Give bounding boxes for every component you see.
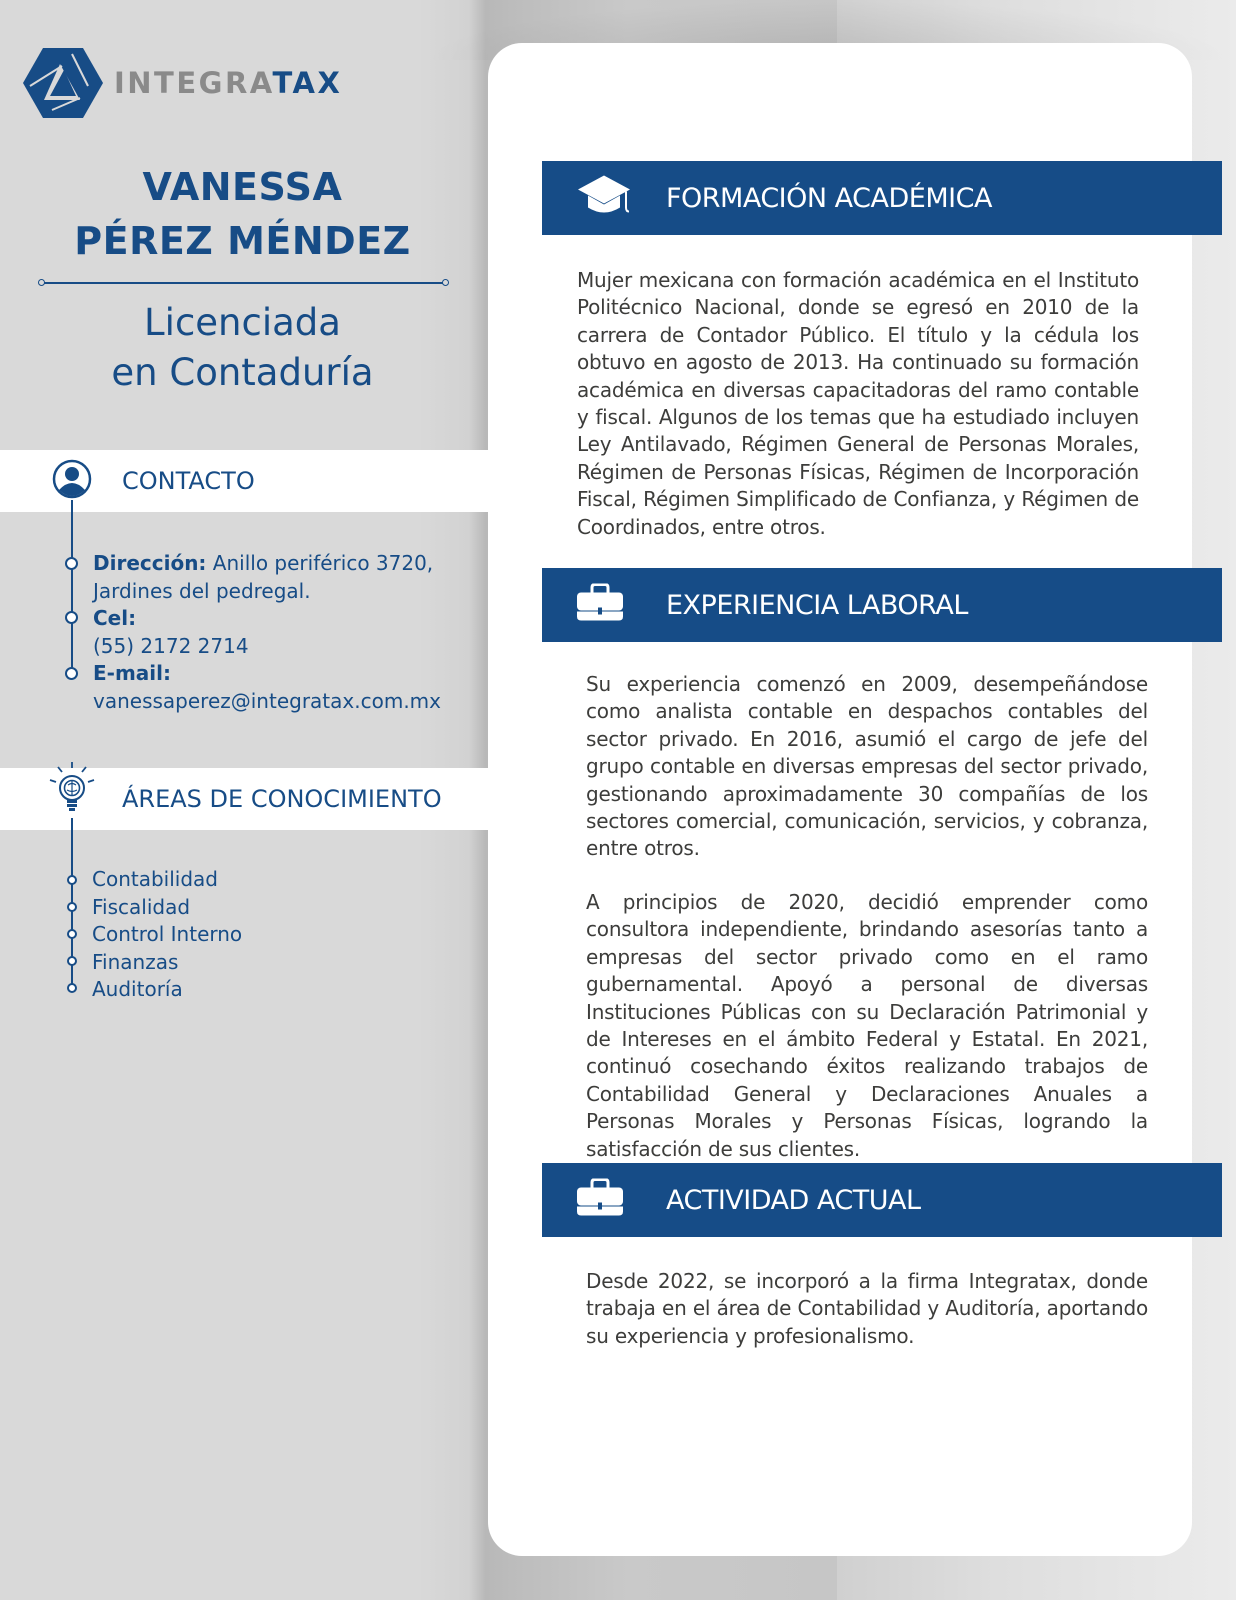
education-header xyxy=(542,161,1222,235)
timeline-dot xyxy=(67,902,77,912)
contact-header xyxy=(0,450,488,512)
email-value[interactable]: vanessaperez@integratax.com.mx xyxy=(93,688,441,713)
brand-name-part2: TAX xyxy=(272,66,343,100)
timeline-dot xyxy=(65,557,78,570)
graduation-cap-icon xyxy=(576,174,632,223)
education-title: FORMACIÓN ACADÉMICA xyxy=(666,182,992,214)
current-activity-text: Desde 2022, se incorporó a la firma Integratax, donde trabaja en el área de Contabilidad y Auditoría, aportando su experiencia y profesionalismo. xyxy=(586,1269,1148,1348)
timeline-dot xyxy=(65,667,78,680)
current-activity-title: ACTIVIDAD ACTUAL xyxy=(666,1184,921,1216)
contact-address xyxy=(93,550,441,578)
brand-name xyxy=(114,66,342,100)
profession xyxy=(40,298,445,398)
contact-title: CONTACTO xyxy=(122,467,255,495)
area-item: Auditoría xyxy=(92,977,183,1001)
hexagon-aperture-logo-icon xyxy=(22,46,104,120)
timeline-dot xyxy=(67,875,77,885)
phone-value: (55) 2172 2714 xyxy=(93,633,249,658)
contact-timeline xyxy=(71,500,73,675)
brand-name-part1: INTEGRA xyxy=(114,66,273,100)
experience-header xyxy=(542,568,1222,642)
lightbulb-brain-icon xyxy=(48,760,96,823)
area-item: Fiscalidad xyxy=(92,894,191,919)
briefcase-icon xyxy=(576,1179,624,1222)
area-item: Contabilidad xyxy=(92,867,218,891)
profession-line1: Licenciada xyxy=(144,301,341,344)
area-item: Control Interno xyxy=(92,922,243,946)
person-name xyxy=(40,160,445,268)
experience-title: EXPERIENCIA LABORAL xyxy=(666,589,968,621)
areas-title: ÁREAS DE CONOCIMIENTO xyxy=(122,785,442,813)
address-value-line1: Anillo periférico 3720, xyxy=(212,551,434,575)
address-label: Dirección: xyxy=(93,551,207,575)
address-value-line2: Jardines del pedregal. xyxy=(93,578,311,603)
areas-list xyxy=(92,866,242,1004)
contact-list xyxy=(93,550,441,715)
timeline-dot xyxy=(65,611,78,624)
phone-label: Cel: xyxy=(93,606,137,630)
timeline-dot xyxy=(67,929,77,939)
areas-header xyxy=(0,768,488,830)
first-name: VANESSA xyxy=(142,165,343,209)
experience-text-2: A principios de 2020, decidió emprender como consultora independiente, brindando asesorías tanto a empresas del sector privado como en el ramo gubernamental. Apoyó a personal de diversas Instituciones Públicas con su Declaración Patrimonial y de Intereses en el ámbito Federal y Estatal. En 2021, continuó cosechando éxitos realizando trabajos de Contabilidad General y Declaraciones Anuales a Personas Morales y Personas Físicas, logrando la satisfacción de sus clientes. xyxy=(586,890,1148,1161)
briefcase-icon xyxy=(576,584,624,627)
last-names: PÉREZ MÉNDEZ xyxy=(74,219,411,263)
area-item: Finanzas xyxy=(92,949,179,974)
education-text: Mujer mexicana con formación académica en el Instituto Politécnico Nacional, donde se egresó en 2010 de la carrera de Contador Público. El título y la cédula los obtuvo en agosto de 2013. Ha continuado su formación académica en diversas capacitadoras del ramo contable y fiscal. Algunos de los temas que ha estudiado incluyen Ley Antilavado, Régimen General de Personas Morales, Régimen de Personas Físicas, Régimen de Incorporación Fiscal, Régimen Simplificado de Confianza, y Régimen de Coordinados, entre otros. xyxy=(577,268,1139,539)
timeline-dot xyxy=(67,983,77,993)
timeline-dot xyxy=(67,956,77,966)
email-label: E-mail: xyxy=(93,661,172,685)
user-circle-icon xyxy=(52,459,92,504)
current-activity-header xyxy=(542,1163,1222,1237)
experience-text-1: Su experiencia comenzó en 2009, desempeñándose como analista contable en despachos contables del sector privado. En 2016, asumió el cargo de jefe del grupo contable en diversas empresas del sector privado, gestionando aproximadamente 30 compañías de los sectores comercial, comunicación, servicios, y cobranza, entre otros. xyxy=(586,672,1148,861)
name-divider xyxy=(42,282,445,284)
profession-line2: en Contaduría xyxy=(111,351,374,394)
brand-logo xyxy=(22,46,342,120)
